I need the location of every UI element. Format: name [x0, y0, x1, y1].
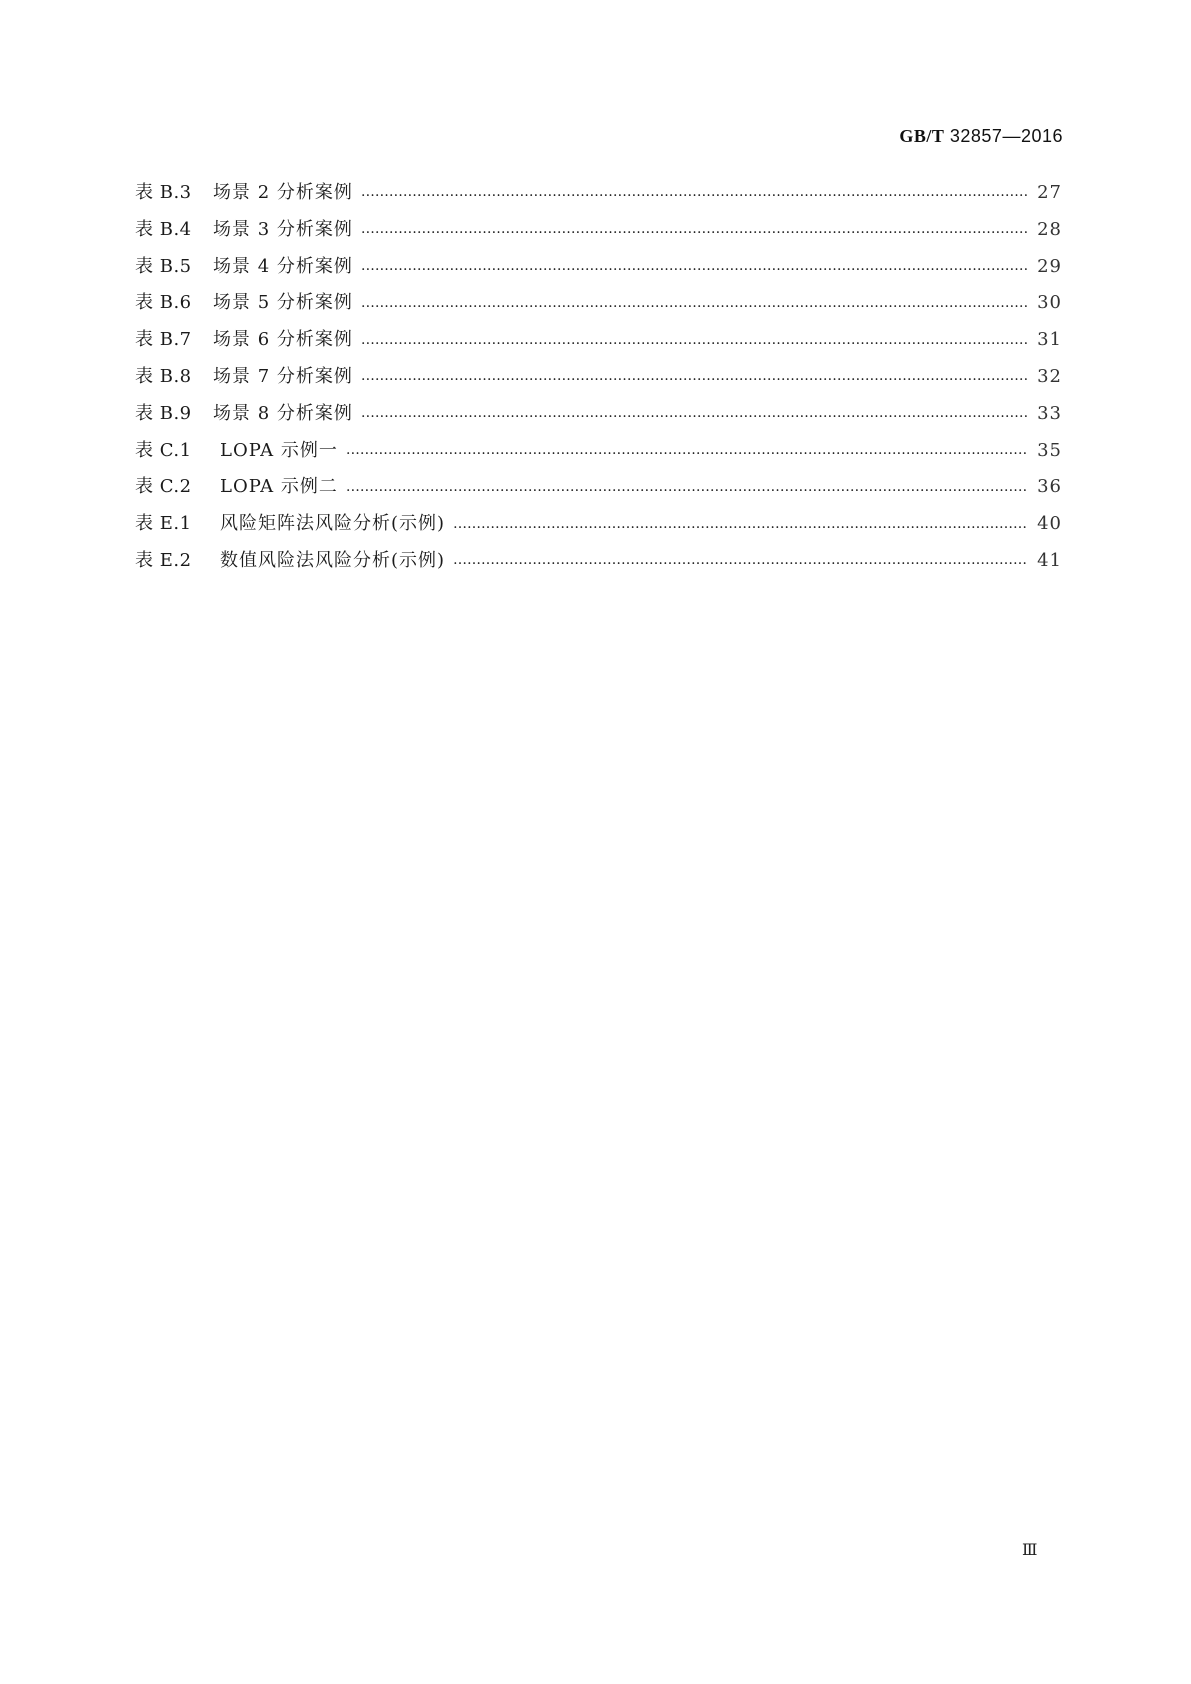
toc-entry[interactable]: [135, 215, 1062, 252]
toc-entry[interactable]: [135, 509, 1062, 546]
toc-leader-dots: [361, 408, 1028, 426]
toc-entry-title: 场景 3 分析案例: [213, 218, 353, 240]
toc-entry-title: 场景 2 分析案例: [213, 182, 353, 203]
toc-entry-number: 表 B.8: [135, 365, 192, 387]
toc-leader-dots: [361, 187, 1028, 205]
toc-entry[interactable]: [135, 325, 1062, 362]
toc-entry-page: 27: [1037, 182, 1062, 203]
toc-entry-page: 33: [1037, 402, 1062, 424]
toc-entry-title: 场景 6 分析案例: [213, 329, 353, 351]
toc-leader-dots: [346, 482, 1028, 500]
toc-entry-title: 场景 7 分析案例: [213, 365, 353, 387]
toc-entry[interactable]: [135, 399, 1062, 436]
toc-entry-page: 32: [1037, 365, 1062, 387]
toc-entry-number: 表 E.2: [135, 549, 192, 571]
toc-leader-dots: [346, 445, 1028, 463]
toc-entry-page: 36: [1037, 476, 1062, 498]
toc-entry-number: 表 E.1: [135, 513, 192, 535]
toc-entry-number: 表 B.7: [135, 329, 192, 351]
toc-entry-page: 35: [1037, 439, 1062, 461]
toc-entry-number: 表 B.9: [135, 402, 192, 424]
toc-leader-dots: [361, 371, 1028, 389]
toc-leader-dots: [453, 519, 1028, 537]
toc-entry-page: 28: [1037, 218, 1062, 240]
toc-leader-dots: [453, 555, 1028, 573]
toc-entry[interactable]: [135, 472, 1062, 509]
toc-entry-title: 数值风险法风险分析(示例): [220, 549, 446, 571]
standard-code-header: [899, 126, 1063, 147]
toc-entry-title: LOPA 示例一: [220, 439, 338, 461]
toc-entry[interactable]: [135, 252, 1062, 289]
toc-entry[interactable]: [135, 178, 1062, 215]
standard-code-number: 32857—2016: [949, 126, 1063, 146]
toc-entry-page: 40: [1037, 513, 1062, 535]
toc-entry-title: 场景 8 分析案例: [213, 402, 353, 424]
toc-entry-page: 41: [1037, 549, 1062, 571]
toc-entry-number: 表 B.3: [135, 182, 192, 203]
toc-entry-title: 风险矩阵法风险分析(示例): [220, 513, 446, 535]
toc-entry-number: 表 B.6: [135, 292, 192, 314]
toc-leader-dots: [361, 224, 1028, 242]
toc-entry-title: 场景 4 分析案例: [213, 255, 353, 277]
toc-entry-page: 30: [1037, 292, 1062, 314]
toc-leader-dots: [361, 335, 1028, 353]
table-of-contents: [135, 178, 1062, 583]
toc-entry-title: 场景 5 分析案例: [213, 292, 353, 314]
toc-leader-dots: [361, 298, 1028, 316]
toc-entry[interactable]: [135, 546, 1062, 583]
toc-entry-number: 表 B.5: [135, 255, 192, 277]
toc-entry-number: 表 C.2: [135, 476, 192, 498]
toc-entry[interactable]: [135, 436, 1062, 473]
toc-entry-title: LOPA 示例二: [220, 476, 338, 498]
toc-entry[interactable]: [135, 362, 1062, 399]
toc-entry-page: 31: [1037, 329, 1062, 351]
toc-entry-number: 表 C.1: [135, 439, 192, 461]
page-number: Ⅲ: [1022, 1542, 1038, 1559]
standard-code-prefix: GB/T: [899, 126, 945, 146]
toc-entry[interactable]: [135, 288, 1062, 325]
toc-entry-page: 29: [1037, 255, 1062, 277]
toc-entry-number: 表 B.4: [135, 218, 192, 240]
toc-leader-dots: [361, 261, 1028, 279]
